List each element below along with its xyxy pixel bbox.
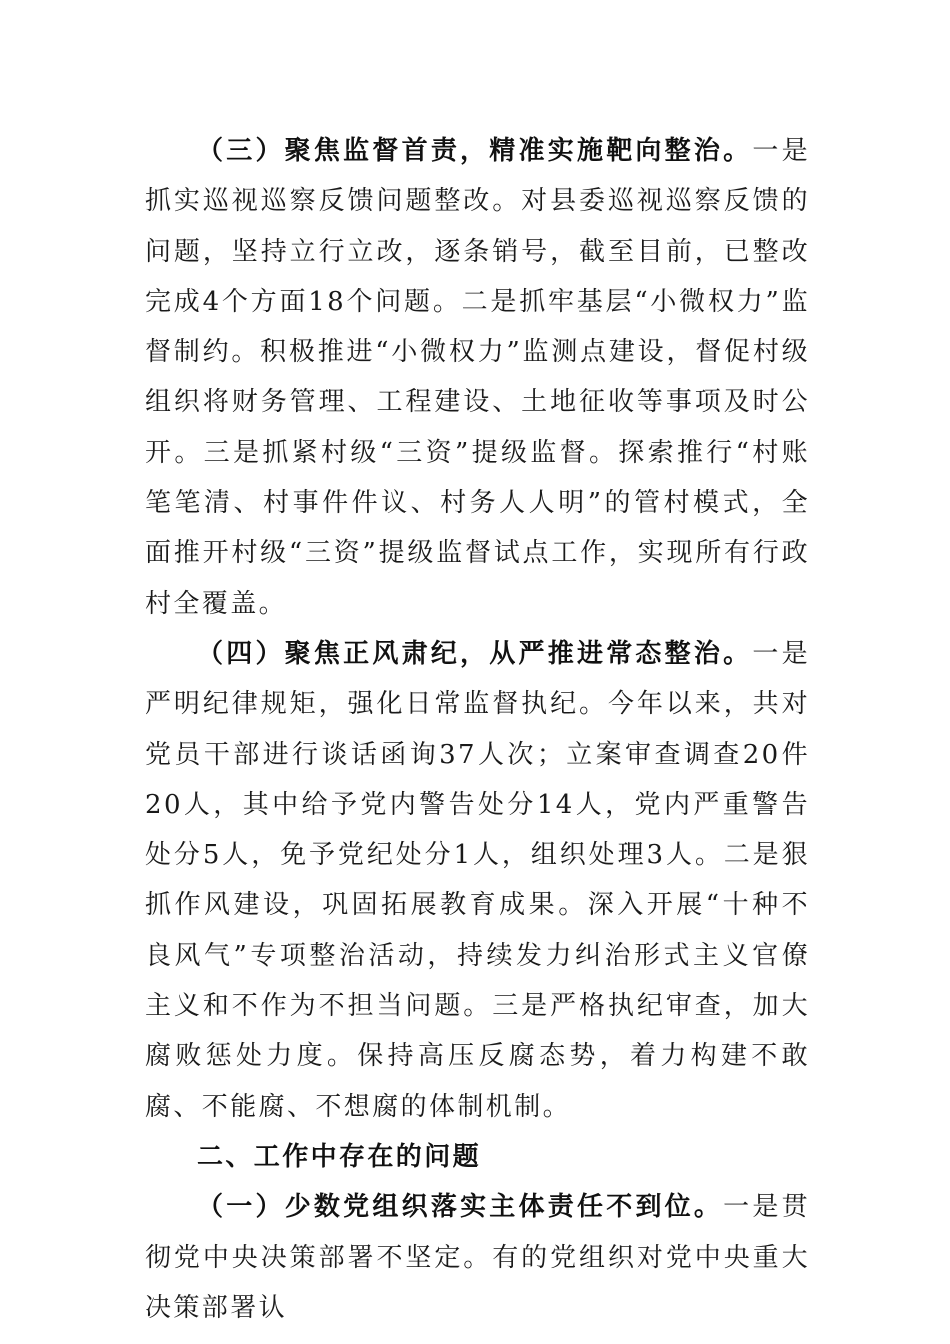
- section-4-lead: （四）聚焦正风肃纪，从严推进常态整治。: [197, 638, 753, 669]
- paragraph-section-3: [145, 126, 810, 629]
- paragraph-section-4: [145, 629, 810, 1132]
- section-heading: 二、工作中存在的问题: [197, 1141, 482, 1172]
- problem-1-lead: （一）少数党组织落实主体责任不到位。: [197, 1192, 724, 1223]
- paragraph-problem-1: [145, 1182, 810, 1333]
- section-3-lead: （三）聚焦监督首责，精准实施靶向整治。: [197, 136, 753, 166]
- document-body: [145, 126, 810, 1333]
- section-4-body: 一是严明纪律规矩，强化日常监督执纪。今年以来，共对党员干部进行谈话函询37人次；立案审查调查20件20人，其中给予党内警告处分14人，党内严重警告处分5人，免予党纪处分1人，组织处理3人。二是狠抓作风建设，巩固拓展教育成果。深入开展“十种不良风气”专项整治活动，持续发力纠治形式主义官僚主义和不作为不担当问题。三是严格执纪审查，加大腐败惩处力度。保持高压反腐态势，着力构建不敢腐、不能腐、不想腐的体制机制。: [145, 638, 810, 1122]
- section-3-body: 一是抓实巡视巡察反馈问题整改。对县委巡视巡察反馈的问题，坚持立行立改，逐条销号，截至目前，已整改完成4个方面18个问题。二是抓牢基层“小微权力”监督制约。积极推进“小微权力”监测点建设，督促村级组织将财务管理、工程建设、土地征收等事项及时公开。三是抓紧村级“三资”提级监督。探索推行“村账笔笔清、村事件件议、村务人人明”的管村模式，全面推开村级“三资”提级监督试点工作，实现所有行政村全覆盖。: [145, 136, 810, 619]
- problem-1-body: 一是贯彻党中央决策部署不坚定。有的党组织对党中央重大决策部署认: [145, 1192, 811, 1323]
